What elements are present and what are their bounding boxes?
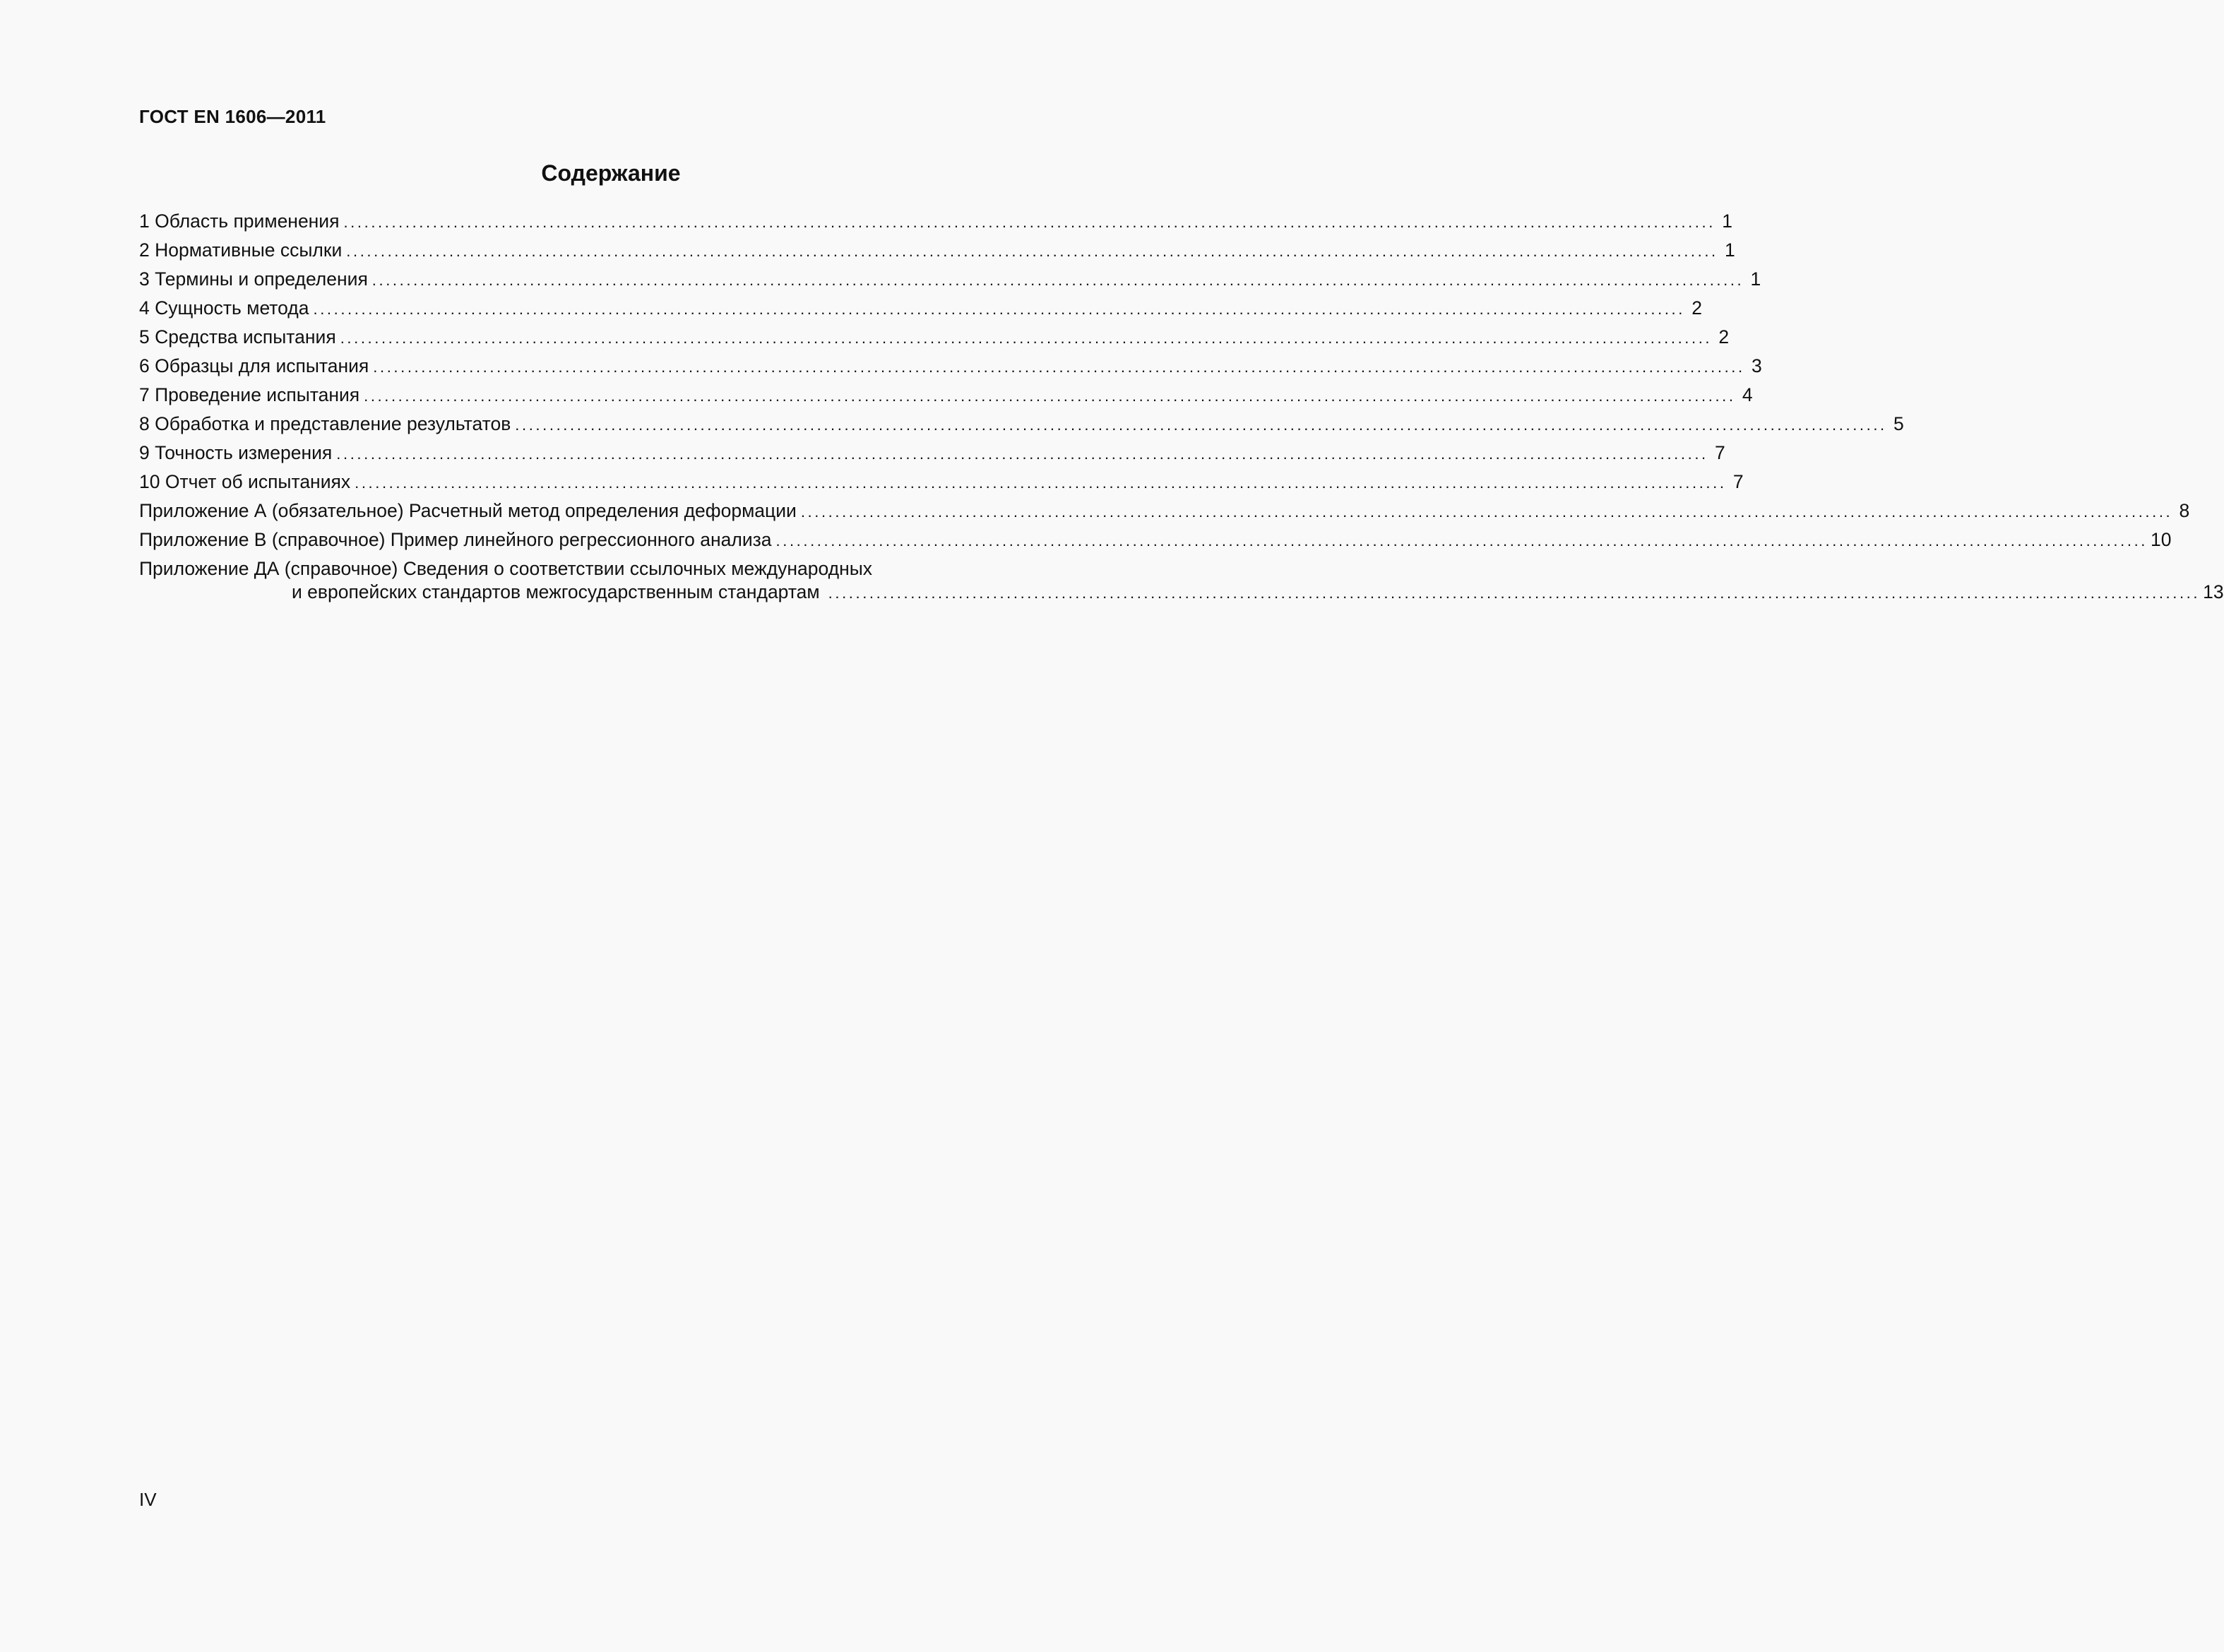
toc-entry[interactable] [139,326,1730,355]
toc-entry-page: 4 [1742,384,1753,405]
toc-entry-label: Приложение ДА (справочное) Сведения о соответствии ссылочных международных [139,558,873,579]
toc-entry[interactable] [139,500,2190,529]
document-header: ГОСТ EN 1606—2011 [139,106,326,127]
dot-leader: ........................................................................................................................................................................................................ [371,271,1744,289]
dot-leader: ........................................................................................................................................................................................................ [336,445,1708,463]
toc-entry[interactable] [139,471,1744,500]
toc-entry[interactable] [139,297,1702,326]
toc-entry-page: 10 [2151,529,2172,550]
toc-entry-label: 2 Нормативные ссылки [139,239,343,261]
toc-entry-label: Приложение А (обязательное) Расчетный метод определения деформации [139,500,797,521]
toc-entry-page: 1 [1725,239,1735,261]
toc-entry[interactable] [139,529,2172,558]
toc-entry[interactable] [139,268,1761,297]
table-of-contents [139,210,2224,603]
toc-entry-label: Приложение В (справочное) Пример линейного регрессионного анализа [139,529,772,550]
dot-leader: ........................................................................................................................................................................................................ [343,213,1715,231]
toc-entry-label: 8 Обработка и представление результатов [139,413,511,434]
toc-entry-label-continuation: и европейских стандартов межгосударственным стандартам [292,581,820,602]
toc-entry-page: 7 [1715,442,1725,463]
toc-entry-page: 2 [1691,297,1702,319]
toc-entry-page: 5 [1893,413,1904,434]
dot-leader: ........................................................................................................................................................................................................ [775,532,2148,549]
toc-entry[interactable] [139,355,1762,384]
page-number: IV [139,1489,157,1510]
toc-entry-label: 6 Образцы для испытания [139,355,369,376]
toc-entry-label: 10 Отчет об испытаниях [139,471,351,492]
toc-entry-label: 7 Проведение испытания [139,384,360,405]
dot-leader: ........................................................................................................................................................................................................ [364,387,1736,405]
toc-entry-page: 1 [1750,268,1761,290]
toc-entry[interactable] [139,442,1725,471]
toc-entry[interactable] [139,384,1753,413]
dot-leader: ........................................................................................................................................................................................................ [373,358,1745,376]
toc-entry-page: 1 [1722,210,1732,232]
toc-entry-page: 3 [1751,355,1762,376]
toc-entry-label: 4 Сущность метода [139,297,309,319]
dot-leader: ........................................................................................................................................................................................................ [355,474,1727,492]
toc-entry-label: 3 Термины и определения [139,268,368,290]
dot-leader: ........................................................................................................................................................................................................ [313,300,1685,318]
toc-entry-label: 9 Точность измерения [139,442,333,463]
toc-entry-label: 1 Область применения [139,210,340,232]
toc-entry-label: 5 Средства испытания [139,326,336,347]
dot-leader: ........................................................................................................................................................................................................ [828,584,2201,602]
toc-entry[interactable] [139,413,1904,442]
toc-entry[interactable] [139,558,2224,603]
dot-leader: ........................................................................................................................................................................................................ [515,416,1887,434]
dot-leader: ........................................................................................................................................................................................................ [346,242,1718,260]
toc-entry-page: 7 [1732,471,1744,492]
toc-entry-page: 13 [2203,581,2224,602]
dot-leader: ........................................................................................................................................................................................................ [800,503,2173,521]
toc-entry-page: 2 [1718,326,1730,347]
toc-title: Содержание [541,160,681,186]
toc-entry-page: 8 [2179,500,2190,521]
toc-entry[interactable] [139,239,1735,268]
toc-entry[interactable] [139,210,1732,239]
dot-leader: ........................................................................................................................................................................................................ [340,329,1713,347]
